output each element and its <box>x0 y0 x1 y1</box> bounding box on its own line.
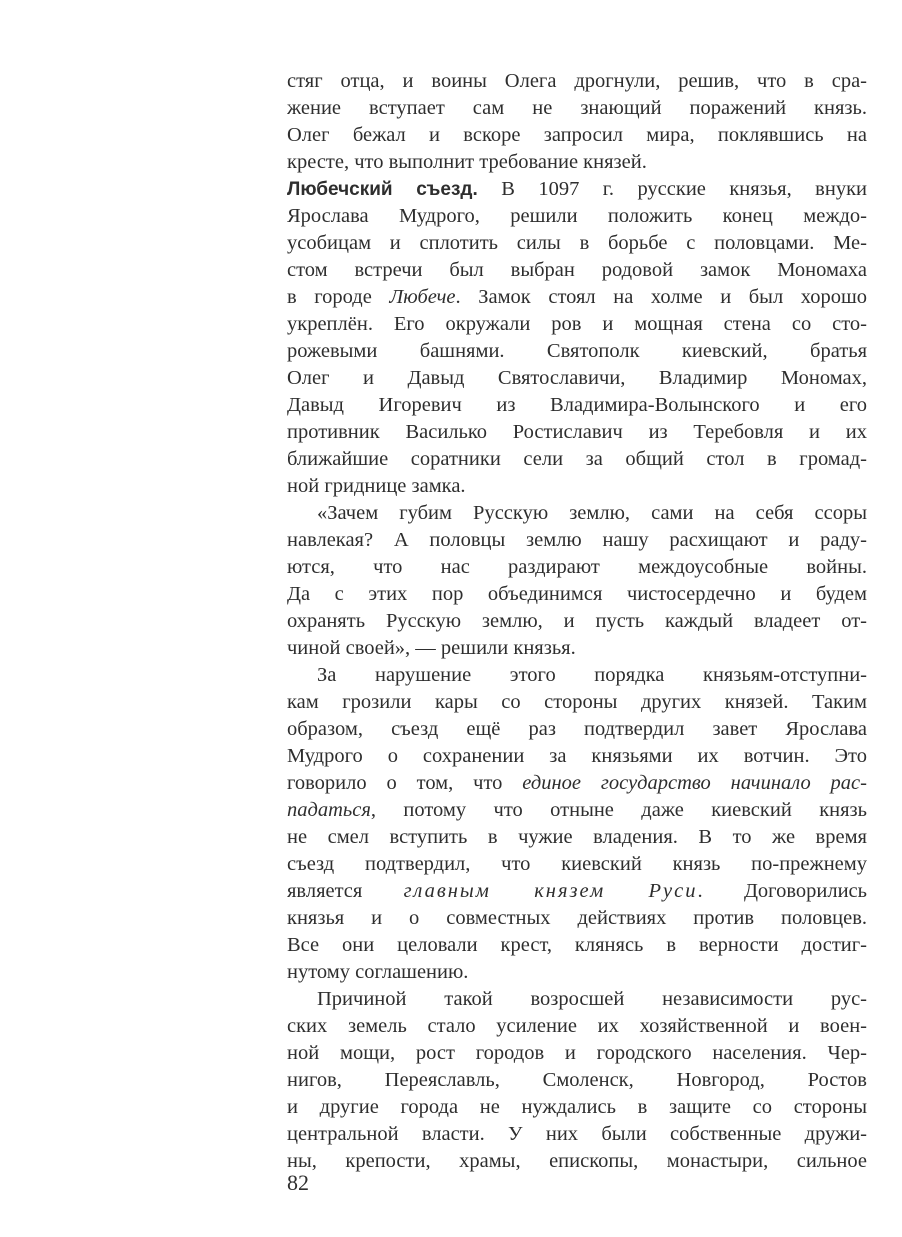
text-fragment: говорило о том, что <box>287 772 523 794</box>
text-line: князья и о совместных действиях против половцев. <box>287 907 867 929</box>
text-line: нутому соглашению. <box>287 961 469 983</box>
text-line: Да с этих пор объединимся чистосердечно и будем <box>287 583 867 605</box>
text-line: не смел вступить в чужие владения. В то же время <box>287 826 867 848</box>
text-line <box>287 797 867 824</box>
text-line: ной мощи, рост городов и городского населения. Чер- <box>287 1042 867 1064</box>
text-line <box>287 878 867 905</box>
italic-term: единое государство начинало рас- <box>522 772 867 794</box>
text-fragment: в городе <box>287 286 390 308</box>
text-fragment: В 1097 г. русские князья, внуки <box>477 178 867 200</box>
italic-term: падаться <box>287 799 371 821</box>
text-line: охранять Русскую землю, и пусть каждый владеет от- <box>287 610 867 632</box>
text-line: Причиной такой возросшей независимости рус- <box>317 988 867 1010</box>
text-line: Все они целовали крест, клянясь в верности достиг- <box>287 934 867 956</box>
text-line: кам грозили кары со стороны других князей. Таким <box>287 691 867 713</box>
spaced-italic-term: главным князем Руси <box>403 880 698 902</box>
section-heading: Любечский съезд. <box>287 179 478 200</box>
text-fragment: является <box>287 880 404 902</box>
text-line: усобицам и сплотить силы в борьбе с половцами. Ме- <box>287 232 867 254</box>
text-line: навлекая? А половцы землю нашу расхищают и раду- <box>287 529 867 551</box>
text-line: стяг отца, и воины Олега дрогнули, решив, что в сра- <box>287 70 867 92</box>
text-line: Ярослава Мудрого, решили положить конец междо- <box>287 205 867 227</box>
text-line: ских земель стало усиление их хозяйственной и воен- <box>287 1015 867 1037</box>
text-fragment: . Договорились <box>697 880 867 902</box>
text-line <box>287 284 867 311</box>
text-line: кресте, что выполнит требование князей. <box>287 151 647 173</box>
text-line: чиной своей», — решили князья. <box>287 637 576 659</box>
text-line: рожевыми башнями. Святополк киевский, братья <box>287 340 867 362</box>
text-fragment: . Замок стоял на холме и был хорошо <box>455 286 867 308</box>
text-line: центральной власти. У них были собственные дружи- <box>287 1123 867 1145</box>
text-line: За нарушение этого порядка князьям-отступни- <box>317 664 867 686</box>
text-line: и другие города не нуждались в защите со стороны <box>287 1096 867 1118</box>
text-line: стом встречи был выбран родовой замок Мономаха <box>287 259 867 281</box>
text-line: жение вступает сам не знающий поражений князь. <box>287 97 867 119</box>
text-line: Мудрого о сохранении за князьями их вотчин. Это <box>287 745 867 767</box>
section-heading-line <box>287 176 867 203</box>
text-line: образом, съезд ещё раз подтвердил завет Ярослава <box>287 718 867 740</box>
body-text <box>287 68 867 1175</box>
text-line: Олег бежал и вскоре запросил мира, поклявшись на <box>287 124 867 146</box>
text-line: укреплён. Его окружали ров и мощная стена со сто- <box>287 313 867 335</box>
text-line: противник Василько Ростиславич из Теребовля и их <box>287 421 867 443</box>
text-fragment: , потому что отныне даже киевский князь <box>370 799 867 821</box>
text-line: ны, крепости, храмы, епископы, монастыри, сильное <box>287 1150 867 1172</box>
text-line: съезд подтвердил, что киевский князь по-прежнему <box>287 853 867 875</box>
text-line: нигов, Переяславль, Смоленск, Новгород, Ростов <box>287 1069 867 1091</box>
text-line: ются, что нас раздирают междоусобные войны. <box>287 556 867 578</box>
text-line <box>287 770 867 797</box>
text-line: Давыд Игоревич из Владимира-Волынского и его <box>287 394 867 416</box>
text-line: «Зачем губим Русскую землю, сами на себя ссоры <box>317 502 867 524</box>
text-line: ближайшие соратники сели за общий стол в громад- <box>287 448 867 470</box>
italic-term: Любече <box>389 286 456 308</box>
page-number: 82 <box>287 1170 309 1195</box>
text-line: Олег и Давыд Святославичи, Владимир Мономах, <box>287 367 867 389</box>
text-line: ной гриднице замка. <box>287 475 466 497</box>
